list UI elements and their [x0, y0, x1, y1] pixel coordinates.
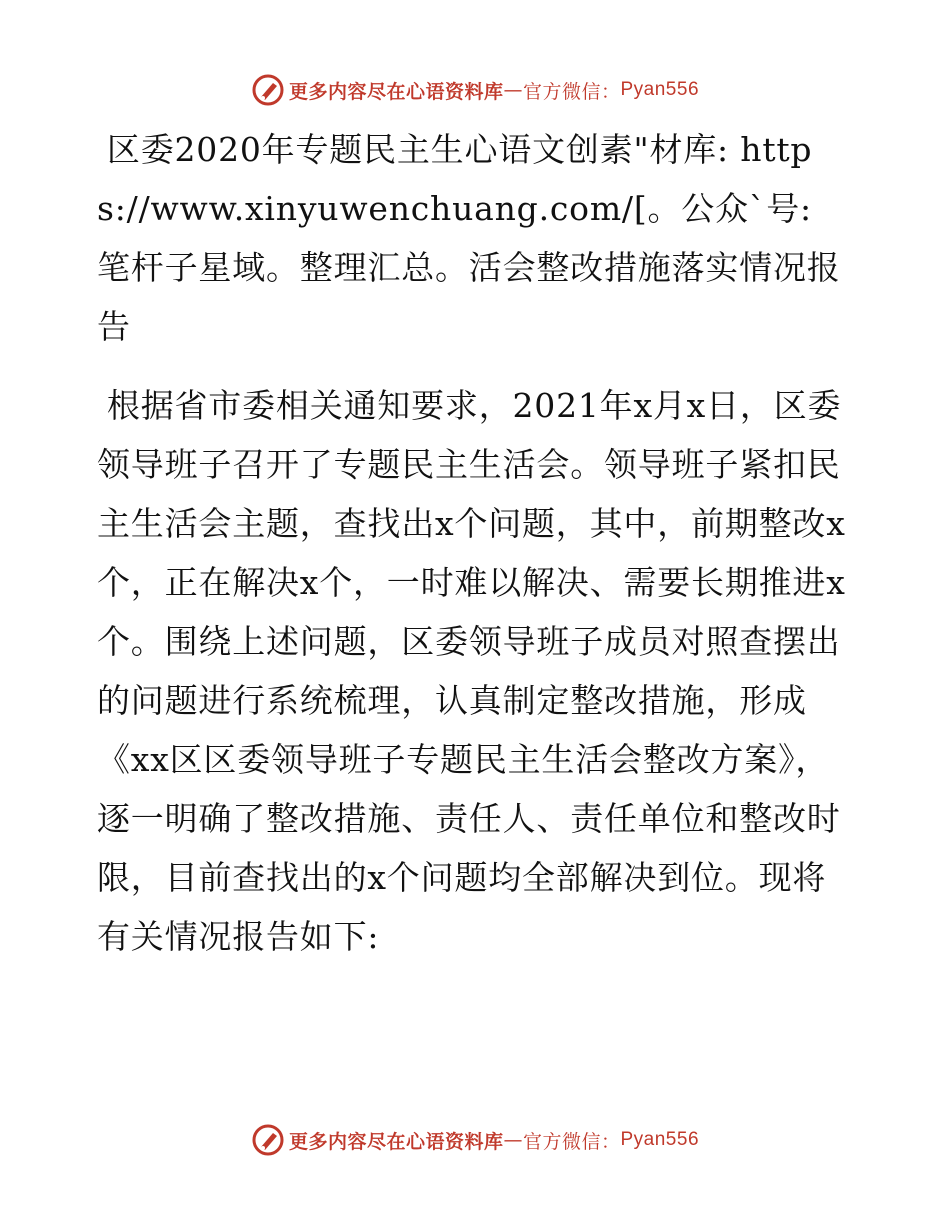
pen-logo-icon	[251, 73, 285, 107]
pen-logo-icon	[251, 1123, 285, 1157]
banner-main-text: 更多内容尽在心语资料库	[288, 1130, 504, 1153]
banner-wechat-id: Pyan556	[620, 1129, 700, 1150]
banner-wechat-label: 官方微信：	[522, 80, 621, 103]
document-body	[97, 120, 857, 966]
banner-wechat-id: Pyan556	[620, 79, 700, 100]
banner-separator: —	[503, 79, 523, 101]
banner-separator: —	[503, 1129, 523, 1151]
banner-main-text: 更多内容尽在心语资料库	[288, 80, 504, 103]
document-paragraph: 根据省市委相关通知要求，2021年x月x日，区委领导班子召开了专题民主生活会。领导班子紧扣民主生活会主题，查找出x个问题，其中，前期整改x个，正在解决x个，一时难以解决、需要长期推进x个。围绕上述问题，区委领导班子成员对照查摆出的问题进行系统梳理，认真制定整改措施，形成《xx区区委领导班子专题民主生活会整改方案》，逐一明确了整改措施、责任人、责任单位和整改时限，目前查找出的x个问题均全部解决到位。现将有关情况报告如下:	[97, 386, 846, 956]
footer-watermark-banner	[0, 1120, 950, 1160]
header-watermark-banner	[0, 70, 950, 110]
document-title: 区委2020年专题民主生心语文创素"材库: https://www.xinyuwenchuang.com/[。公众`号: 笔杆子星域。整理汇总。活会整改措施落实情况报告	[97, 130, 841, 346]
banner-wechat-label: 官方微信：	[522, 1130, 621, 1153]
